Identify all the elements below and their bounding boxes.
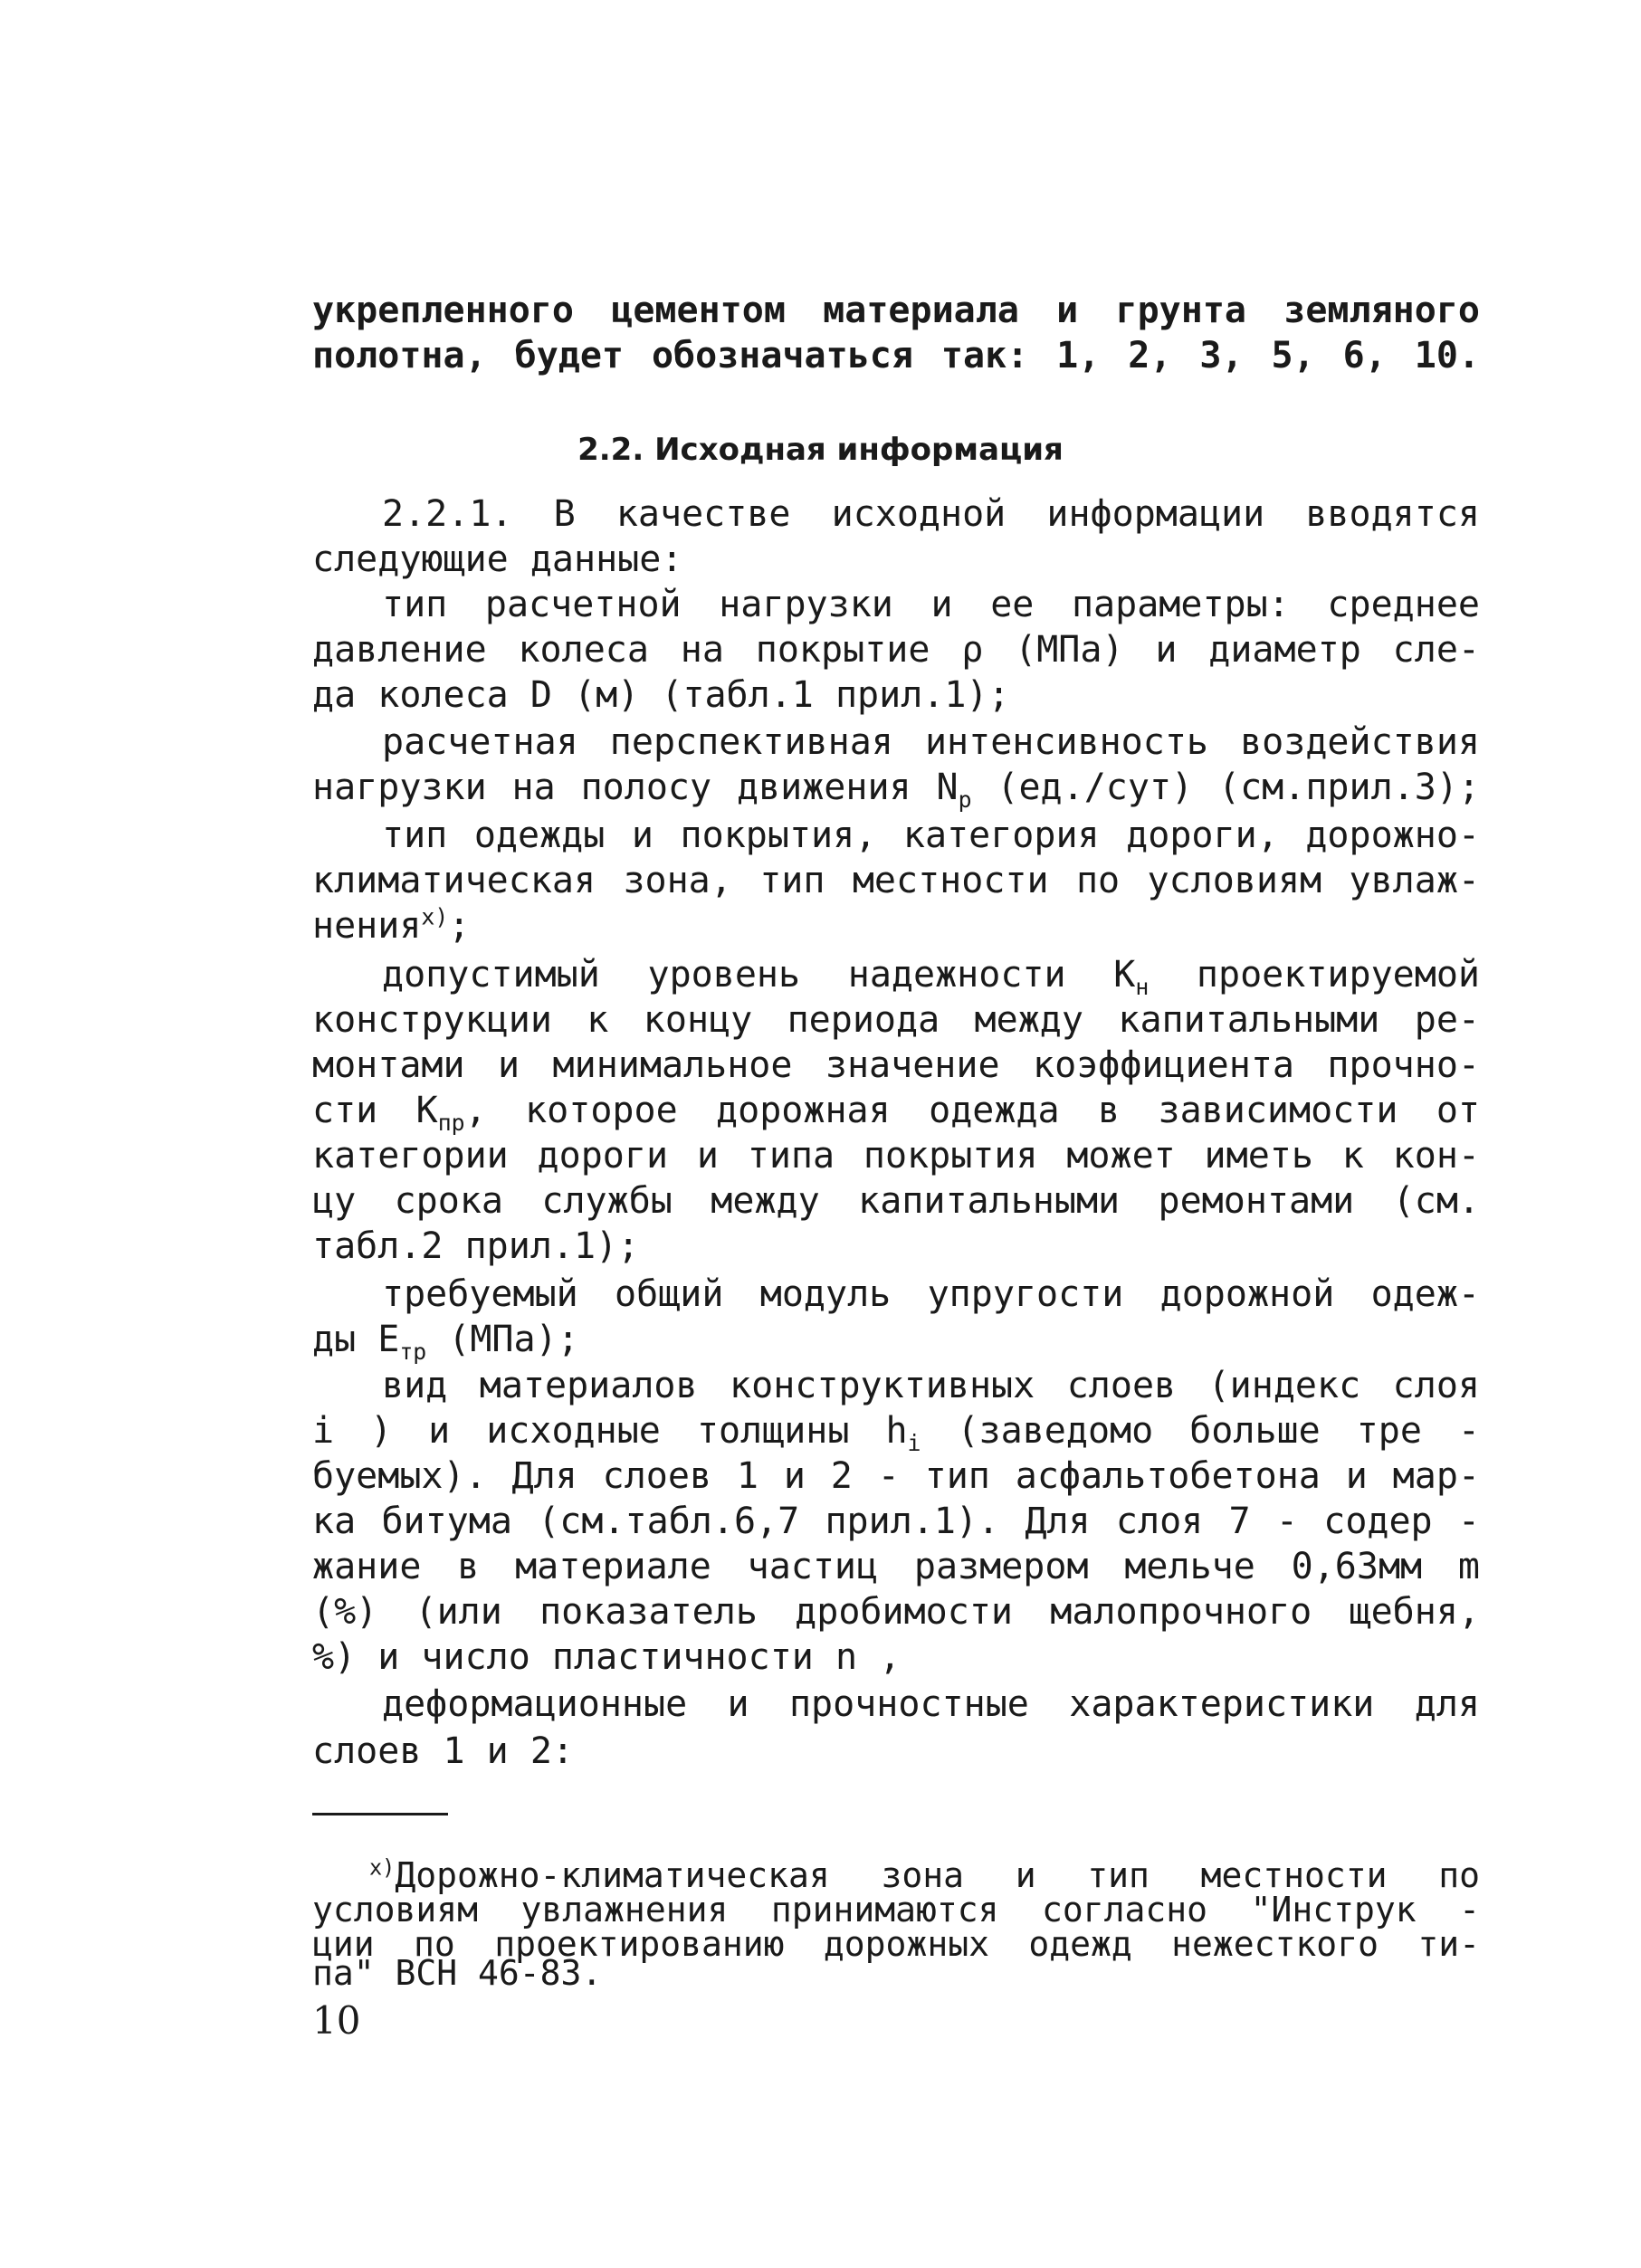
text-run: (заведомо больше тре - [921,1410,1481,1452]
paragraph-line: давление колеса на покрытие ρ (МПа) и диаметр сле- [312,629,1480,671]
paragraph-line: ка битума (см.табл.6,7 прил.1). Для слоя 7 - содер - [312,1501,1480,1542]
text-run: допустимый уровень надежности К [382,954,1136,996]
text-run: нения [312,905,422,947]
text-run: , которое дорожная одежда в зависимости от [464,1090,1480,1131]
paragraph-line: да колеса D (м) (табл.1 прил.1); [312,674,1010,716]
section-heading: 2.2. Исходная информация [577,432,1064,468]
paragraph-line: слоев 1 и 2: [312,1730,574,1772]
page-number: 10 [312,1998,361,2043]
paragraph-line: цу срока службы между капитальными ремонтами (см. [312,1180,1480,1222]
text-run: сти К [312,1090,438,1131]
paragraph-line: буемых). Для слоев 1 и 2 - тип асфальтобетона и мар- [312,1455,1480,1497]
paragraph-line: требуемый общий модуль упругости дорожной одеж- [382,1273,1480,1315]
footnote-reference: x) [421,903,449,930]
paragraph-line: монтами и минимальное значение коэффициента прочно- [312,1044,1480,1086]
paragraph-line: табл.2 прил.1); [312,1225,640,1267]
footnote-line [369,1854,1480,1895]
paragraph-line [382,952,1480,1000]
text-run: (ед./сут) (см.прил.3); [971,767,1480,808]
paragraph-line: деформационные и прочностные характеристики для [382,1683,1480,1725]
text-run: ды Е [312,1319,400,1360]
footnote-divider [312,1813,448,1815]
text-run: (МПа); [426,1319,579,1360]
subscript: н [1135,974,1150,1000]
paragraph-line [312,1317,1480,1365]
text-run: проектируемой [1149,954,1480,996]
intro-line-2: полотна, будет обозначаться так: 1, 2, 3, 5, 6, 10. [312,335,1480,376]
paragraph-line [312,1408,1481,1456]
paragraph-line [312,1088,1480,1136]
paragraph-line: климатическая зона, тип местности по условиям увлаж- [312,860,1480,901]
text-run: Дорожно-климатическая зона и тип местности по [395,1855,1480,1895]
paragraph-line [312,903,1480,948]
paragraph-line: категории дороги и типа покрытия может иметь к кон- [312,1135,1480,1177]
subscript: тр [399,1339,427,1365]
footnote-line: па" ВСН 46-83. [312,1953,603,1993]
paragraph-line: 2.2.1. В качестве исходной информации вводятся [382,493,1480,535]
subscript: р [958,786,972,813]
paragraph-line: конструкции к концу периода между капитальными ре- [312,999,1480,1041]
text-run: нагрузки на полосу движения N [312,767,959,808]
paragraph-line: тип одежды и покрытия, категория дороги, дорожно- [382,815,1480,856]
text-run: ; [448,905,471,947]
footnote-line: условиям увлажнения принимаются согласно "Инструк - [312,1890,1480,1930]
text-run: i ) и исходные толщины h [312,1410,908,1452]
footnote-mark: x) [369,1854,396,1881]
paragraph-line [312,765,1480,813]
footnote-line: ции по проектированию дорожных одежд нежесткого ти- [312,1924,1480,1964]
subscript: i [907,1430,921,1456]
intro-line-1: укрепленного цементом материала и грунта земляного [312,290,1480,331]
paragraph-line: следующие данные: [312,538,683,580]
paragraph-line: тип расчетной нагрузки и ее параметры: среднее [382,584,1480,625]
paragraph-line: (%) (или показатель дробимости малопрочного щебня, [312,1591,1480,1633]
paragraph-line: %) и число пластичности n , [312,1636,902,1678]
paragraph-line: жание в материале частиц размером мельче 0,63мм m [312,1546,1480,1587]
paragraph-line: расчетная перспективная интенсивность воздействия [382,721,1480,763]
paragraph-line: вид материалов конструктивных слоев (индекс слоя [382,1365,1480,1406]
subscript: пр [437,1110,465,1136]
